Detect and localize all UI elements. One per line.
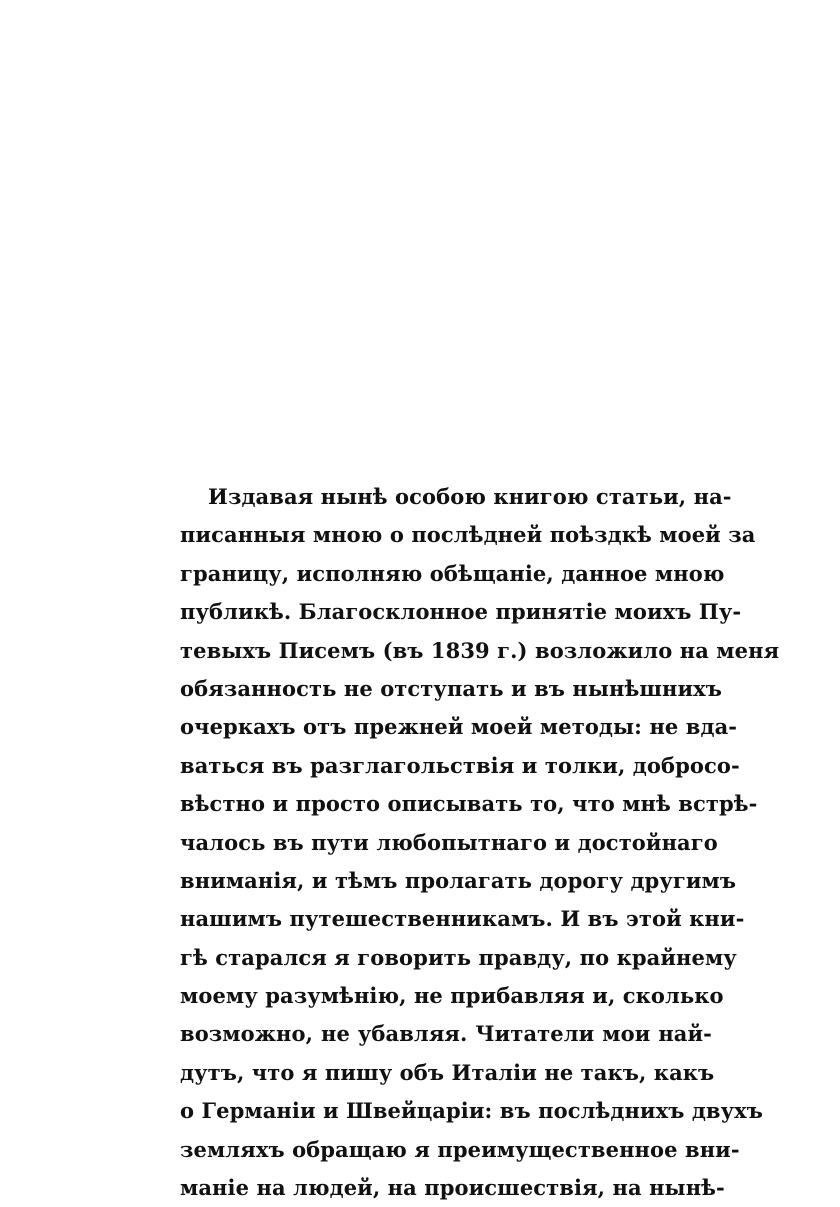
text-line: тевыхъ Писемъ (въ 1839 г.) возложило на меня <box>180 637 780 663</box>
text-line: очеркахъ отъ прежней моей методы: не вда- <box>180 714 738 740</box>
text-line: писанныя мною о послѣдней поѣздкѣ моей за <box>180 522 756 548</box>
text-line: гѣ старался я говорить правду, по крайнему <box>180 944 737 970</box>
paragraph <box>180 478 780 1207</box>
text-line: о Германіи и Швейцаріи: въ послѣднихъ двухъ <box>180 1098 763 1124</box>
text-line: ваться въ разглагольствія и толки, добросо- <box>180 752 740 778</box>
text-line: обязанность не отступать и въ нынѣшнихъ <box>180 675 723 701</box>
text-line: земляхъ обращаю я преимущественное вни- <box>180 1136 740 1162</box>
text-line: Издавая нынѣ особою книгою статьи, на- <box>208 484 732 509</box>
text-line: дутъ, что я пишу объ Италіи не такъ, какъ <box>180 1059 715 1085</box>
text-line: вниманія, и тѣмъ пролагать дорогу другимъ <box>180 867 737 893</box>
text-line: возможно, не убавляя. Читатели мои най- <box>180 1021 712 1047</box>
text-line: вѣстно и просто описывать то, что мнѣ встрѣ- <box>180 791 758 817</box>
text-line: границу, исполняю обѣщаніе, данное мною <box>180 560 725 586</box>
text-line: публикѣ. Благосклонное принятіе моихъ Пу- <box>180 599 742 625</box>
text-line: маніе на людей, на происшествія, на нынѣ- <box>180 1175 725 1201</box>
text-line: моему разумѣнію, не прибавляя и, сколько <box>180 983 724 1009</box>
text-line: нашимъ путешественникамъ. И въ этой кни- <box>180 906 745 932</box>
text-line: чалось въ пути любопытнаго и достойнаго <box>180 829 718 855</box>
